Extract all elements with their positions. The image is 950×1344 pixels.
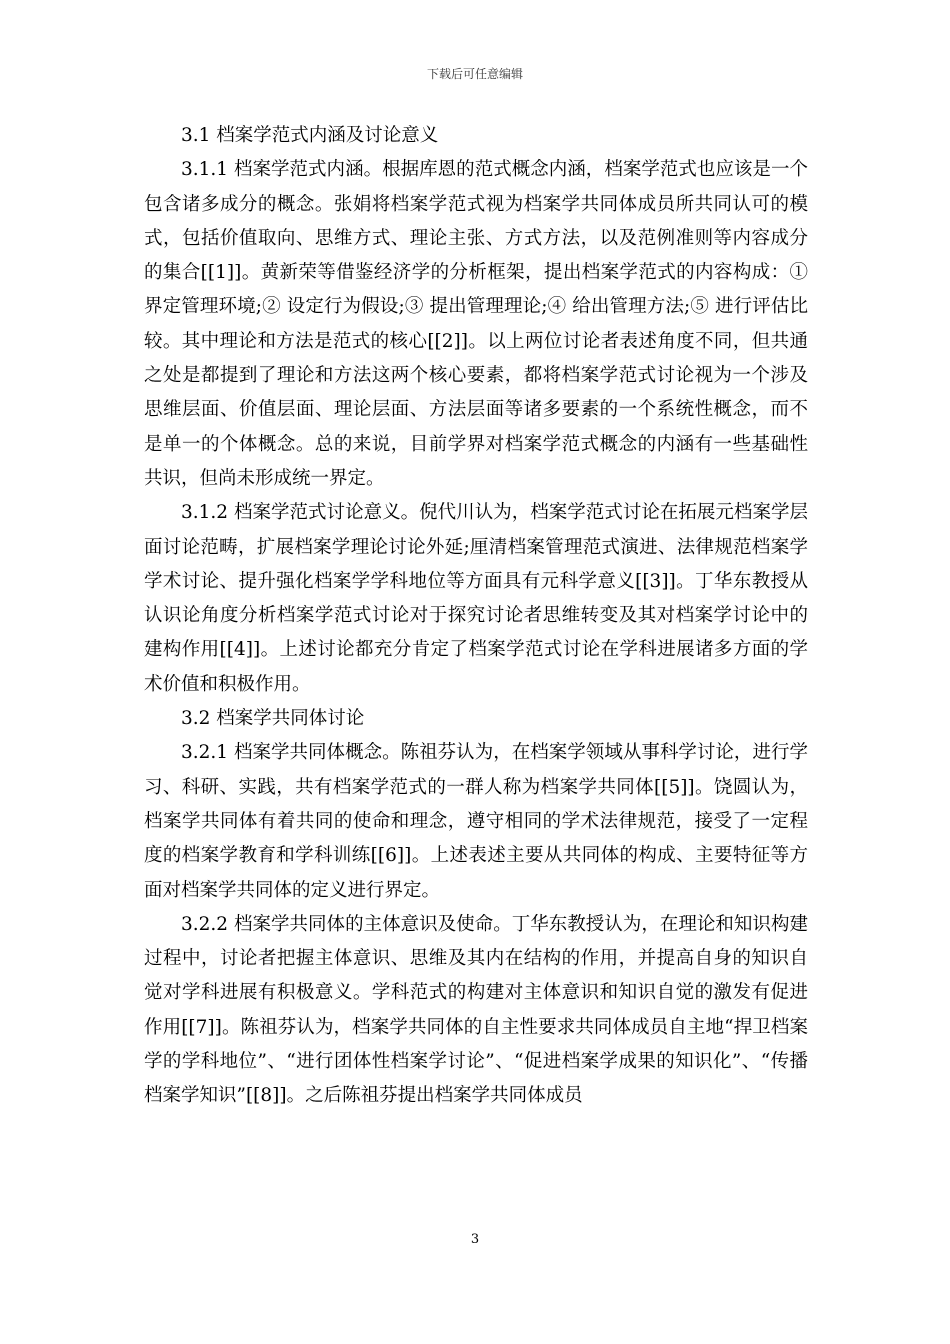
paragraph-3-1-2: 3.1.2 档案学范式讨论意义。倪代川认为，档案学范式讨论在拓展元档案学层面讨论范畴，扩展档案学理论讨论外延;厘清档案管理范式演进、法律规范档案学学术讨论、提升强化档案学学科地位等方面具有元科学意义[[3]]。丁华东教授从认识论角度分析档案学范式讨论对于探究讨论者思维转变及其对档案学讨论中的建构作用[[4]]。上述讨论都充分肯定了档案学范式讨论在学科进展诸多方面的学术价值和积极作用。	[144, 502, 808, 695]
page-header: 下载后可任意编辑	[426, 67, 523, 81]
paragraph-3-2-2: 3.2.2 档案学共同体的主体意识及使命。丁华东教授认为，在理论和知识构建过程中，讨论者把握主体意识、思维及其内在结构的作用，并提高自身的知识自觉对学科进展有积极意义。学科范式的构建对主体意识和知识自觉的激发有促进作用[[7]]。陈祖芬认为，档案学共同体的自主性要求共同体成员自主地“捍卫档案学的学科地位”、“进行团体性档案学讨论”、“促进档案学成果的知识化”、“传播档案学知识”[[8]]。之后陈祖芬提出档案学共同体成员	[144, 913, 808, 1107]
section-heading-3-2: 3.2 档案学共同体讨论	[181, 708, 365, 730]
paragraph-3-2-1: 3.2.1 档案学共同体概念。陈祖芬认为，在档案学领域从事科学讨论，进行学习、科研、实践，共有档案学范式的一群人称为档案学共同体[[5]]。饶圆认为，档案学共同体有着共同的使命和理念，遵守相同的学术法律规范，接受了一定程度的档案学教育和学科训练[[6]]。上述表述主要从共同体的构成、主要特征等方面对档案学共同体的定义进行界定。	[144, 742, 808, 901]
page-number: 3	[470, 1232, 480, 1247]
section-heading-3-1: 3.1 档案学范式内涵及讨论意义	[181, 125, 439, 146]
document-body	[144, 119, 808, 1114]
paragraph-3-1-1: 3.1.1 档案学范式内涵。根据库恩的范式概念内涵，档案学范式也应该是一个包含诸多成分的概念。张娟将档案学范式视为档案学共同体成员所共同认可的模式，包括价值取向、思维方式、理论主张、方式方法，以及范例准则等内容成分的集合[[1]]。黄新荣等借鉴经济学的分析框架，提出档案学范式的内容构成：①界定管理环境;② 设定行为假设;③ 提出管理理论;④ 给出管理方法;⑤ 进行评估比较。其中理论和方法是范式的核心[[2]]。以上两位讨论者表述角度不同，但共通之处是都提到了理论和方法这两个核心要素，都将档案学范式讨论视为一个涉及思维层面、价值层面、理论层面、方法层面等诸多要素的一个系统性概念，而不是单一的个体概念。总的来说，目前学界对档案学范式概念的内涵有一些基础性共识，但尚未形成统一界定。	[144, 159, 808, 489]
